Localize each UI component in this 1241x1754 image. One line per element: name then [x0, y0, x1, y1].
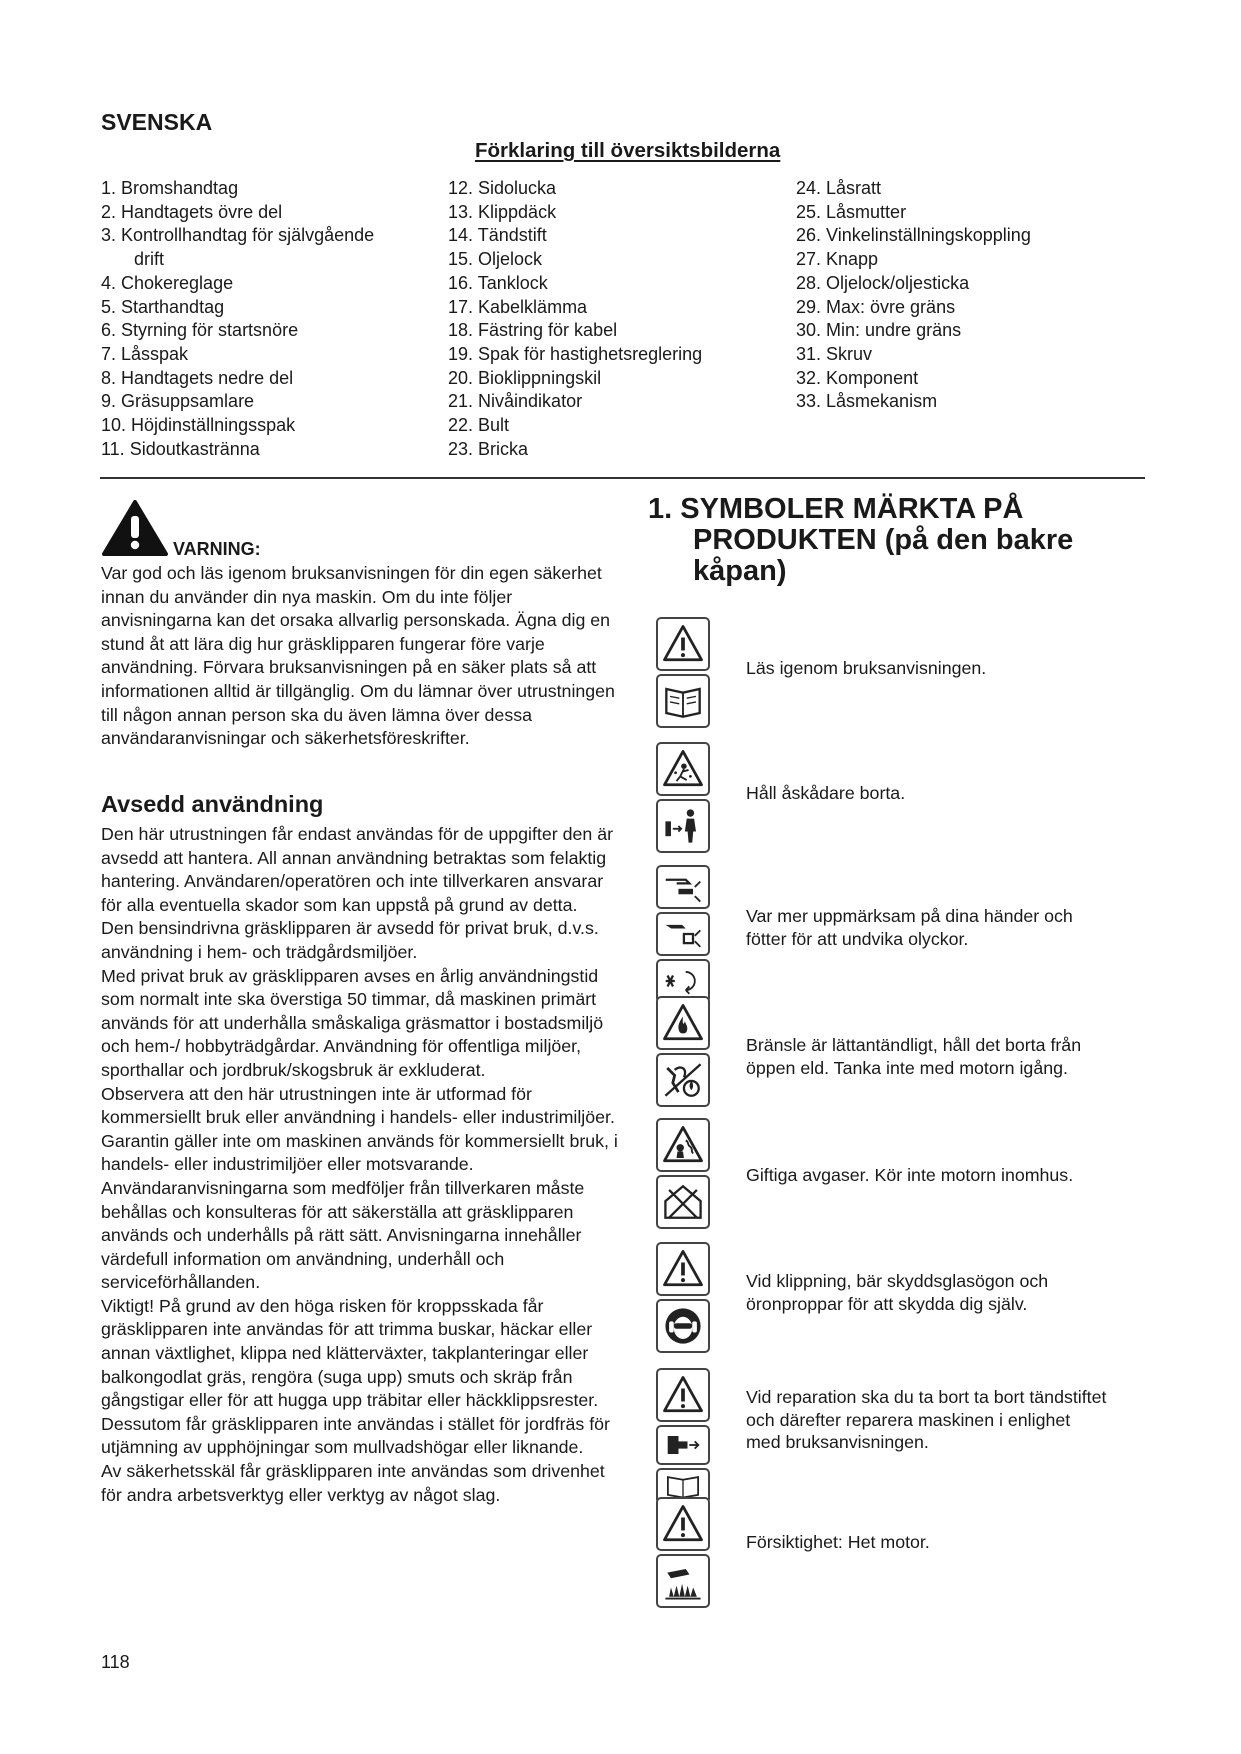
legend-item: 31. Skruv	[796, 343, 873, 364]
hand-blade-icon	[656, 865, 710, 909]
keep-distance-icon	[656, 799, 710, 853]
warning-text: Var god och läs igenom bruksanvisningen för din egen säkerhet innan du använder din nya maskin. Om du inte följer anvisningarna kan det orsaka allvarlig personskada. Ägna dig en stund åt att lära dig hur gräsklipparen fungerar före varje användning. Förvara bruksanvisningen på en säker plats så att informationen alltid är tillgänglig. Om du lämnar över utrustningen till någon annan person ska du även lämna över dessa användaranvisningar och säkerhetsföreskrifter.	[101, 563, 615, 749]
paragraph: Användaranvisningarna som medföljer från tillverkaren måste behållas och konsulteras för att säkerställa att gräsklipparen används och underhålls på rätt sätt. Anvisningarna innehåller värdefull information om användning, underhåll och serviceförhållanden.	[101, 1177, 585, 1293]
symbol-description: Giftiga avgaser. Kör inte motorn inomhus.	[746, 1165, 1074, 1185]
warning-triangle-icon	[101, 499, 169, 562]
legend-item: 18. Fästring för kabel	[448, 320, 618, 341]
legend-item: 6. Styrning för startsnöre	[101, 320, 299, 341]
legend-item: 24. Låsratt	[796, 178, 882, 198]
legend-item: 2. Handtagets övre del	[101, 201, 283, 222]
symbol-description: Var mer uppmärksam på dina händer och	[746, 906, 1073, 926]
warning-triangle-icon	[656, 1497, 710, 1551]
legend-item: 16. Tanklock	[448, 272, 548, 293]
no-refuel-icon	[656, 1053, 710, 1107]
legend-title: Förklaring till översiktsbilderna	[475, 139, 781, 162]
intended-use-title: Avsedd användning	[101, 791, 324, 817]
legend-item: 13. Klippdäck	[448, 201, 557, 222]
warning-label: VARNING:	[173, 539, 261, 559]
legend-item: 12. Sidolucka	[448, 178, 557, 198]
paragraph: Av säkerhetsskäl får gräsklipparen inte användas som drivenhet för andra arbetsverktyg eller verktyg av något slag.	[101, 1461, 605, 1505]
legend-item: 25. Låsmutter	[796, 201, 907, 222]
legend-column-3	[796, 177, 1031, 414]
paragraph: Den bensindrivna gräsklipparen är avsedd för privat bruk, d.v.s. användning i hem- och trädgårdsmiljöer.	[101, 918, 599, 962]
legend-item: 14. Tändstift	[448, 225, 547, 246]
warning-triangle-icon	[656, 1368, 710, 1422]
paragraph: Med privat bruk av gräsklipparen avses en årlig användningstid som normalt inte ska överstiga 50 timmar, då maskinen primärt används för att underhålla småskaliga gräsmattor i bostadsmiljö och hem-/ hobbyträdgårdar. Användning för offentliga miljöer, sporthallar och jordbruk/skogsbruk är exkluderat.	[101, 965, 604, 1080]
symbol-description: öronproppar för att skydda dig själv.	[746, 1293, 1028, 1314]
legend-item: 33. Låsmekanism	[796, 391, 938, 412]
legend-column-2	[448, 177, 702, 461]
symbols-title	[648, 494, 1073, 587]
legend-column-1	[101, 177, 374, 461]
paragraph: Viktigt! På grund av den höga risken för kroppsskada får gräsklipparen inte användas för att trimma buskar, häckar eller annan växtlighet, klippa ned klätterväxter, takplanteringar eller balkongodlat gräs, rengöra (suga upp) smuts och skräp från gångstigar eller för att hugga upp träbitar eller häckklippsrester. Dessutom får gräsklipparen inte användas i stället för jordfräs för utjämning av upphöjningar som mullvadshögar eller liknande.	[101, 1295, 610, 1458]
section-divider	[100, 477, 1145, 479]
paragraph: Observera att den här utrustningen inte är utformad för kommersiellt bruk eller användning i handels- eller industrimiljöer. Garantin gäller inte om maskinen används för kommersiellt bruk, i handels- eller industrimiljöer eller motsvarande.	[101, 1083, 618, 1175]
legend-item: 22. Bult	[448, 415, 510, 436]
legend-item: 1. Bromshandtag	[101, 178, 239, 198]
symbol-description: med bruksanvisningen.	[746, 1432, 929, 1453]
paragraph: Den här utrustningen får endast användas för de uppgifter den är avsedd att hantera. All annan användning betraktas som felaktig hantering. Användaren/operatören och inte tillverkaren ansvarar för alla eventuella skador som kan uppstå på grund av detta.	[101, 824, 614, 915]
legend-item: 17. Kabelklämma	[448, 296, 588, 317]
intended-use-body	[101, 823, 621, 1507]
symbol-description: och därefter reparera maskinen i enlighet	[746, 1409, 1071, 1430]
symbol-description: Vid klippning, bär skyddsglasögon och	[746, 1271, 1049, 1291]
legend-item: 27. Knapp	[796, 249, 879, 270]
legend-item: 19. Spak för hastighetsreglering	[448, 343, 703, 364]
section-language: SVENSKA	[101, 109, 213, 135]
legend-item: 3. Kontrollhandtag för självgående	[101, 225, 375, 246]
thrown-objects-icon	[656, 742, 710, 796]
warning-block	[101, 500, 621, 751]
legend-item: 4. Chokereglage	[101, 272, 234, 293]
symbols-title-line: kåpan)	[693, 555, 787, 587]
symbol-description: Läs igenom bruksanvisningen.	[746, 658, 987, 678]
legend-item: 9. Gräsuppsamlare	[101, 391, 255, 412]
symbol-description: fötter för att undvika olyckor.	[746, 928, 969, 949]
symbol-description: Vid reparation ska du ta bort ta bort tändstiftet	[746, 1387, 1107, 1407]
legend-item: 7. Låsspak	[101, 343, 189, 364]
warning-triangle-icon	[656, 1242, 710, 1296]
spark-plug-icon	[656, 1425, 710, 1465]
symbol-description: Försiktighet: Het motor.	[746, 1532, 930, 1552]
legend-item: 28. Oljelock/oljesticka	[796, 272, 970, 293]
legend-item: 5. Starthandtag	[101, 296, 225, 317]
protective-gear-icon	[656, 1299, 710, 1353]
legend-item: 23. Bricka	[448, 438, 529, 459]
manual-book-icon	[656, 674, 710, 728]
legend-item: 15. Oljelock	[448, 249, 543, 270]
toxic-fumes-icon	[656, 1118, 710, 1172]
warning-triangle-icon	[656, 617, 710, 671]
legend-item: 29. Max: övre gräns	[796, 296, 956, 317]
symbols-title-line: 1. SYMBOLER MÄRKTA PÅ	[648, 493, 1024, 525]
legend-item: 32. Komponent	[796, 367, 919, 388]
legend-item: 21. Nivåindikator	[448, 391, 583, 412]
hot-surface-icon	[656, 1554, 710, 1608]
foot-blade-icon	[656, 912, 710, 956]
page-number: 118	[101, 1652, 130, 1672]
symbols-title-line: PRODUKTEN (på den bakre	[693, 524, 1074, 556]
symbol-description: öppen eld. Tanka inte med motorn igång.	[746, 1057, 1068, 1078]
legend-item: drift	[134, 249, 165, 270]
no-indoor-icon	[656, 1175, 710, 1229]
fire-warning-icon	[656, 996, 710, 1050]
legend-item: 26. Vinkelinställningskoppling	[796, 225, 1031, 246]
legend-item: 8. Handtagets nedre del	[101, 367, 294, 388]
symbol-description: Bränsle är lättantändligt, håll det borta från	[746, 1035, 1082, 1055]
legend-item: 20. Bioklippningskil	[448, 367, 602, 388]
legend-item: 11. Sidoutkastränna	[101, 438, 260, 459]
legend-item: 10. Höjdinställningsspak	[101, 415, 296, 436]
legend-item: 30. Min: undre gräns	[796, 320, 962, 341]
symbol-description: Håll åskådare borta.	[746, 783, 906, 803]
